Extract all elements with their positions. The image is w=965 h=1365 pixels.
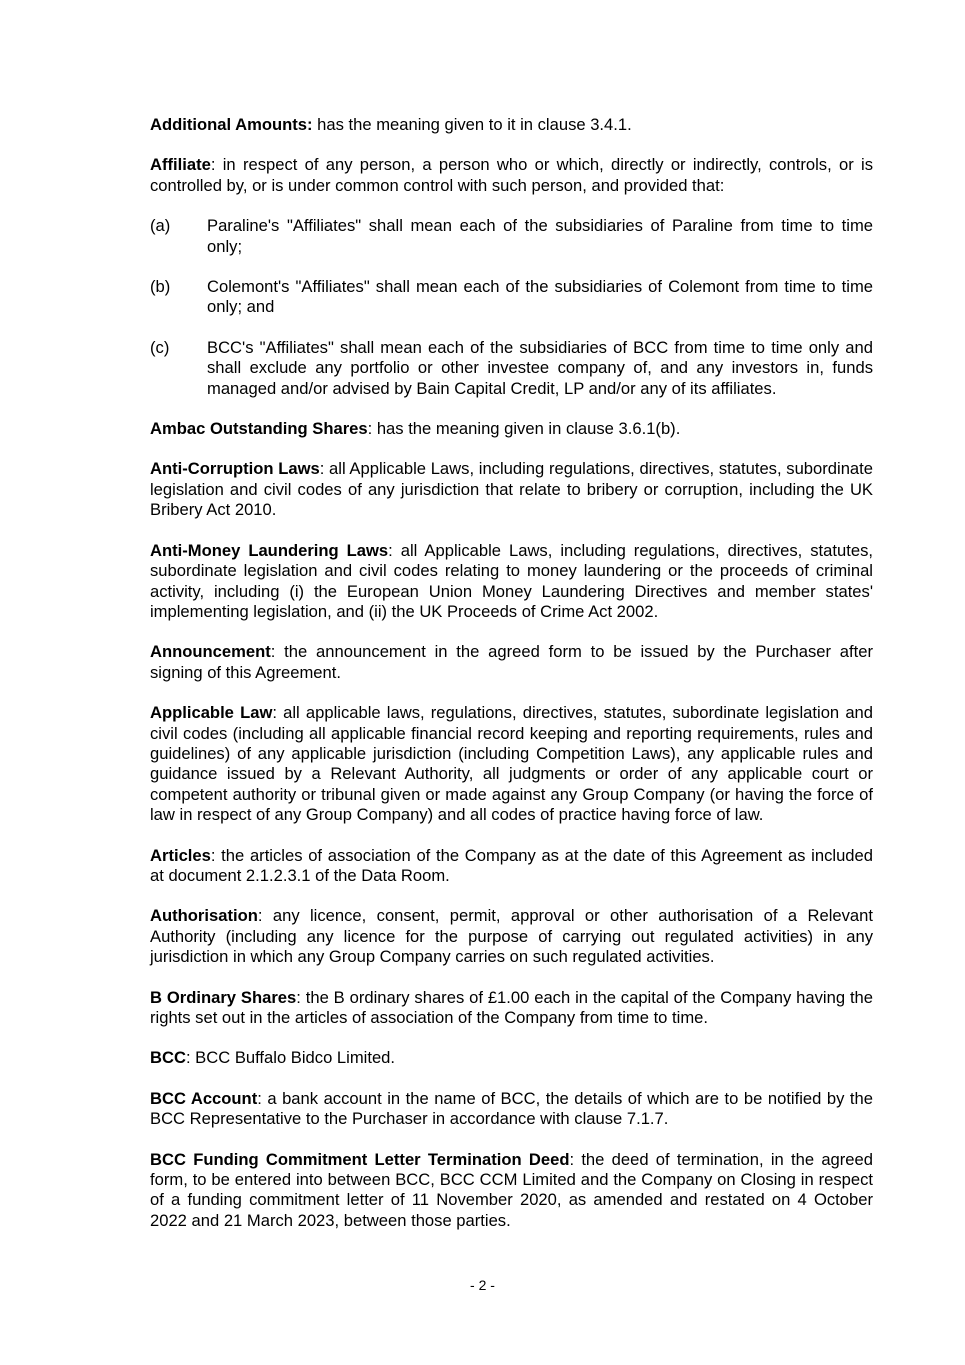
definition-applicable-law [150, 703, 873, 825]
definition-bcc [150, 1048, 873, 1068]
definition-text: : the B ordinary shares of £1.00 each in the capital of the Company having the rights set out in the articles of association of the Company from time to time. [150, 987, 874, 1027]
definition-additional-amounts [150, 115, 873, 135]
definition-term: Applicable Law [150, 703, 273, 723]
definition-anti-money-laundering-laws [150, 541, 873, 623]
definition-term: Ambac Outstanding Shares [150, 419, 368, 439]
definition-term: Additional Amounts: [150, 115, 313, 134]
definition-term: Articles [150, 845, 211, 865]
definition-term: Affiliate [150, 155, 211, 175]
affiliate-item-b [150, 277, 873, 318]
definition-authorisation [150, 906, 873, 967]
definitions-list [150, 115, 873, 1251]
item-label: (b) [150, 277, 171, 297]
definition-bcc-funding-commitment-letter-termination-deed [150, 1150, 873, 1232]
definition-b-ordinary-shares [150, 988, 873, 1029]
definition-announcement [150, 642, 873, 683]
definition-term: Anti-Corruption Laws [150, 459, 320, 479]
item-text: BCC's "Affiliates" shall mean each of the subsidiaries of BCC from time to time only and shall exclude any portfolio or other investee company of, and any investors in, funds managed and/or advised by Bain Capital Credit, LP and/or any of its affiliates. [207, 337, 873, 398]
definition-term: BCC Funding Commitment Letter Termination Deed [150, 1149, 570, 1169]
definition-term: BCC [150, 1048, 186, 1068]
definition-ambac-outstanding-shares [150, 419, 873, 439]
item-text: Paraline's "Affiliates" shall mean each of the subsidiaries of Paraline from time to time only; [207, 216, 873, 256]
definition-term: BCC Account [150, 1088, 258, 1108]
definition-text: : has the meaning given in clause 3.6.1(b). [367, 419, 681, 439]
definition-text: : a bank account in the name of BCC, the details of which are to be notified by the BCC Representative to the Purchaser in accordance with clause 7.1.7. [150, 1088, 873, 1129]
definition-term: Announcement [150, 642, 271, 662]
definition-text: : the deed of termination, in the agreed form, to be entered into between BCC, BCC CCM Limited and the Company on Closing in respect of a funding commitment letter of 11 November 2020, as amended and restated on 4 October 2022 and 21 March 2023, between those parties. [150, 1149, 873, 1230]
item-text: Colemont's "Affiliates" shall mean each of the subsidiaries of Colemont from time to time only; and [207, 277, 873, 317]
definition-term: Anti-Money Laundering Laws [150, 540, 389, 560]
definition-text: : in respect of any person, a person who or which, directly or indirectly, controls, or is controlled by, or is under common control with such person, and provided that: [150, 155, 873, 195]
definition-text: : BCC Buffalo Bidco Limited. [185, 1048, 396, 1068]
affiliate-item-a [150, 216, 873, 257]
page-number: - 2 - [470, 1277, 495, 1293]
definition-articles [150, 846, 873, 887]
definition-text: has the meaning given to it in clause 3.4.1. [312, 115, 632, 134]
definition-text: : any licence, consent, permit, approval or other authorisation of a Relevant Authority (including any licence for the purpose of carrying out regulated activities) in any jurisdiction in which any Group Company carries on such regulated activities. [150, 906, 873, 967]
definition-text: : all applicable laws, regulations, directives, statutes, subordinate legislation and civil codes (including all applicable financial record keeping and reporting requirements, rules and guidelines) of any applicable jurisdiction (including Competition Laws), any applicable rules and guidance issued by a Relevant Authority, all judgments or order of any applicable court or competent authority or tribunal given or made against any Group Company (or having the force of law in respect of any Group Company) and all codes of practice having force of law. [150, 703, 873, 825]
definition-text: : the articles of association of the Company as at the date of this Agreement as included at document 2.1.2.3.1 of the Data Room. [150, 845, 873, 885]
definition-affiliate [150, 155, 873, 196]
item-label: (c) [150, 337, 170, 357]
item-label: (a) [150, 216, 171, 236]
definition-bcc-account [150, 1089, 873, 1130]
definition-text: : all Applicable Laws, including regulations, directives, statutes, subordinate legislation and civil codes relating to money laundering or the proceeds of criminal activity, including (i) the European Union Money Laundering Directives and member states' implementing legislation, and (ii) the UK Proceeds of Crime Act 2002. [150, 540, 873, 621]
definition-text: : all Applicable Laws, including regulations, directives, statutes, subordinate legislation and civil codes of any jurisdiction that relate to bribery or corruption, including the UK Bribery Act 2010. [150, 459, 874, 520]
definition-term: B Ordinary Shares [150, 987, 297, 1007]
definition-anti-corruption-laws [150, 459, 873, 520]
definition-text: : the announcement in the agreed form to be issued by the Purchaser after signing of this Agreement. [150, 642, 873, 682]
definition-term: Authorisation [150, 906, 258, 926]
affiliate-item-c [150, 338, 873, 399]
